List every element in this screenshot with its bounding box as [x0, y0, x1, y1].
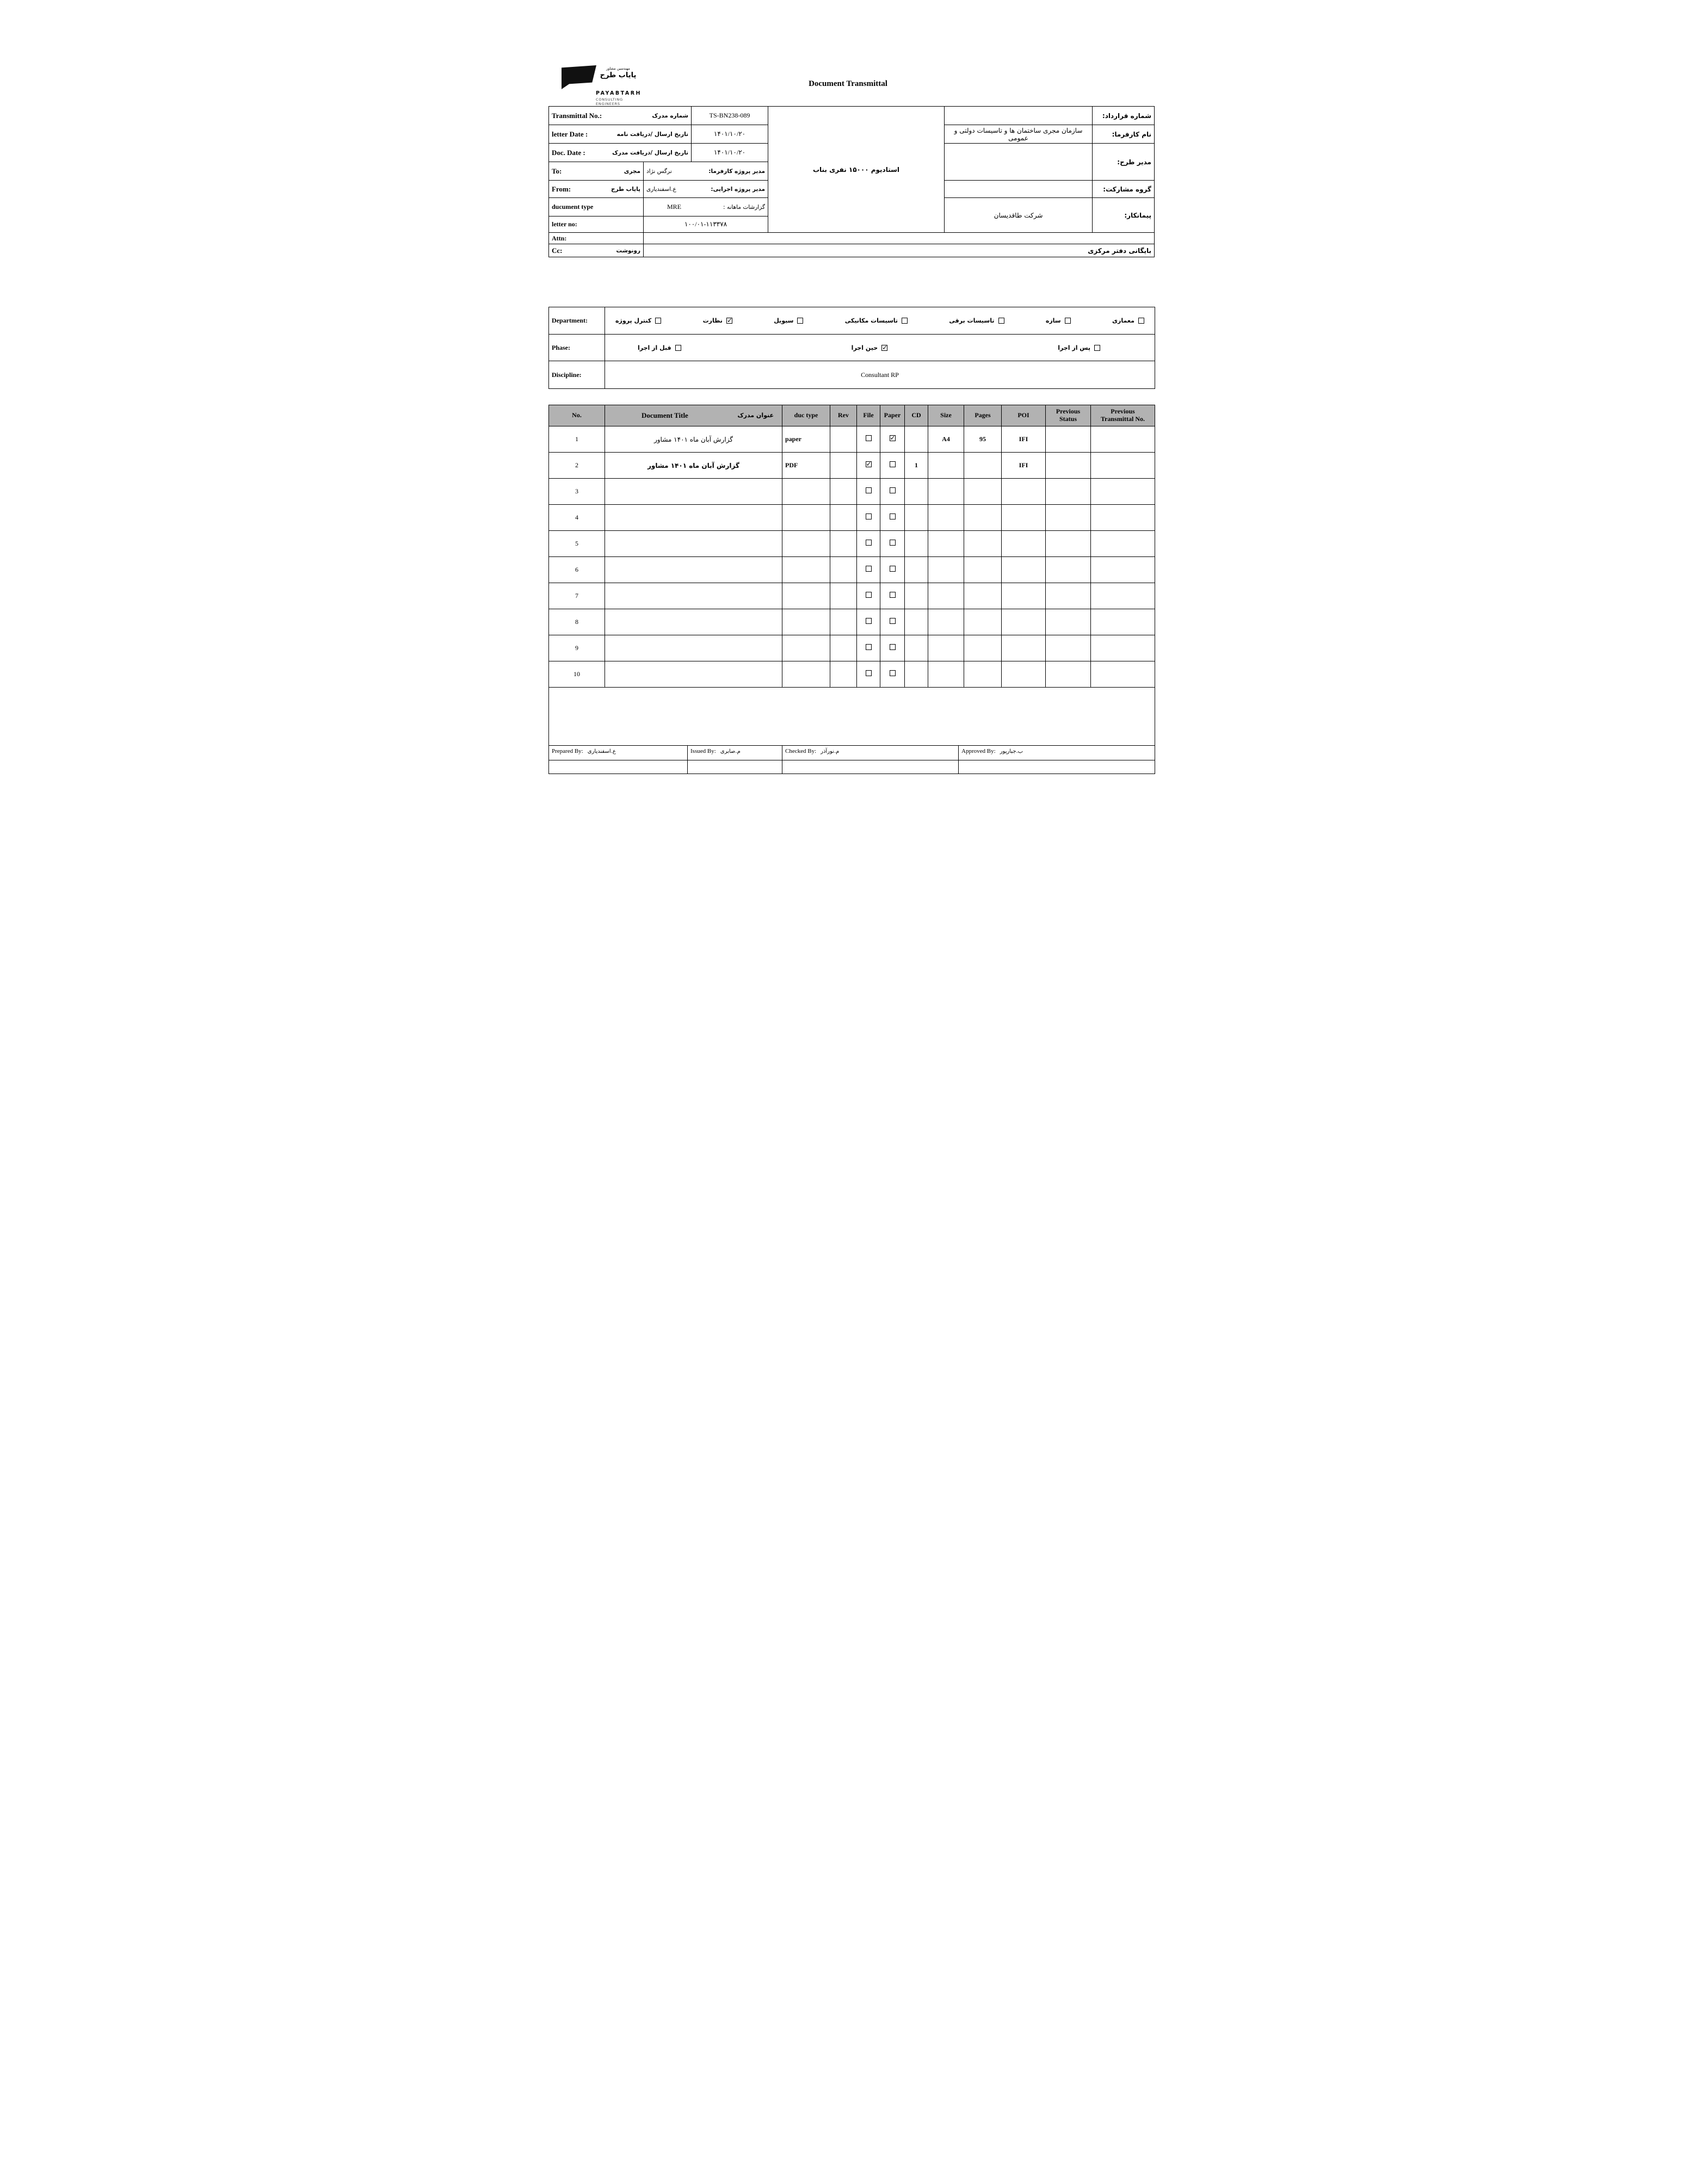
- doc-row-file-cell: [857, 609, 880, 635]
- doc-row-prev-status: [1046, 557, 1091, 583]
- doc-row-pages: [964, 479, 1002, 505]
- file-checkbox[interactable]: [866, 670, 872, 676]
- paper-checkbox[interactable]: [890, 540, 896, 546]
- transmittal-header-table: [548, 106, 1155, 257]
- doc-date-value: ۱۴۰۱/۱۰/۲۰: [692, 144, 768, 162]
- doc-row-poi: [1002, 635, 1046, 661]
- doc-row-rev: [830, 661, 857, 688]
- doc-row-size: [928, 583, 964, 609]
- doc-row-size: [928, 531, 964, 557]
- logo-fa-tagline: مهندسین مشاور: [606, 66, 630, 71]
- doc-table-row: [549, 609, 1155, 635]
- doc-row-size: [928, 479, 964, 505]
- letter-date-label-fa: تاریخ ارسال /دریافت نامه: [616, 131, 688, 138]
- doc-table-row: [549, 453, 1155, 479]
- exec-pm-cell: [644, 181, 768, 198]
- client-pm-label: مدیر پروژه کارفرما:: [708, 168, 765, 175]
- doc-row-title: گزارش آبان ماه ۱۴۰۱ مشاور: [605, 426, 782, 453]
- department-option: [1112, 317, 1144, 324]
- doc-row-rev: [830, 531, 857, 557]
- doc-row-size: [928, 661, 964, 688]
- letter-date-label: letter Date :: [552, 129, 588, 138]
- doc-row-duc-type: [782, 557, 830, 583]
- doc-row-duc-type: [782, 505, 830, 531]
- doc-row-rev: [830, 453, 857, 479]
- doc-row-prev-status: [1046, 609, 1091, 635]
- doc-row-prev-transmittal: [1091, 479, 1155, 505]
- discipline-label: Discipline:: [549, 361, 605, 389]
- doc-row-title: [605, 505, 782, 531]
- doc-row-duc-type: [782, 583, 830, 609]
- department-option: [1046, 317, 1071, 324]
- phase-checkbox[interactable]: [881, 345, 887, 351]
- paper-checkbox[interactable]: [890, 644, 896, 650]
- doc-row-poi: [1002, 479, 1046, 505]
- attn-label: Attn:: [549, 233, 644, 244]
- doc-row-prev-transmittal: [1091, 557, 1155, 583]
- attn-value: [644, 233, 1155, 244]
- transmittal-no-value: TS-BN238-089: [692, 107, 768, 125]
- partnership-value: [945, 181, 1093, 198]
- department-option-label: نظارت: [702, 317, 723, 324]
- doc-row-prev-status: [1046, 505, 1091, 531]
- col-header-title: [605, 405, 782, 426]
- doc-row-size: [928, 609, 964, 635]
- department-option: [703, 317, 732, 324]
- doc-row-file-cell: [857, 505, 880, 531]
- doc-row-duc-type: [782, 635, 830, 661]
- approved-by-value: ب.جبارپور: [1000, 748, 1023, 754]
- col-header-size: Size: [928, 405, 964, 426]
- document-type-value: MRE: [667, 203, 682, 211]
- doc-table-row: [549, 661, 1155, 688]
- doc-row-pages: 95: [964, 426, 1002, 453]
- col-header-title-fa: عنوان مدرک: [737, 411, 774, 419]
- exec-pm-label: مدیر پروژه اجرایی:: [711, 185, 765, 193]
- doc-row-paper-cell: [880, 505, 905, 531]
- col-header-rev: Rev: [830, 405, 857, 426]
- discipline-value: Consultant RP: [605, 361, 1155, 389]
- col-header-file: File: [857, 405, 880, 426]
- department-option: [774, 317, 803, 324]
- doc-row-file-cell: [857, 453, 880, 479]
- doc-row-file-cell: [857, 426, 880, 453]
- doc-row-duc-type: [782, 479, 830, 505]
- cc-label: Cc:: [552, 246, 563, 255]
- doc-row-file-cell: [857, 531, 880, 557]
- doc-row-no: 2: [549, 453, 605, 479]
- doc-row-prev-transmittal: [1091, 426, 1155, 453]
- doc-row-prev-status: [1046, 426, 1091, 453]
- doc-row-duc-type: PDF: [782, 453, 830, 479]
- approved-by-cell: [959, 746, 1155, 760]
- department-option: [615, 317, 661, 324]
- paper-checkbox[interactable]: [890, 435, 896, 441]
- paper-checkbox[interactable]: [890, 513, 896, 519]
- prepared-signature-area: [549, 760, 688, 774]
- doc-row-poi: [1002, 531, 1046, 557]
- doc-row-rev: [830, 505, 857, 531]
- doc-row-title: [605, 583, 782, 609]
- doc-table-row: [549, 426, 1155, 453]
- doc-row-poi: [1002, 661, 1046, 688]
- issued-by-label: Issued By:: [690, 748, 716, 754]
- doc-row-paper-cell: [880, 426, 905, 453]
- doc-row-paper-cell: [880, 661, 905, 688]
- doc-row-cd: [905, 609, 928, 635]
- doc-row-prev-transmittal: [1091, 453, 1155, 479]
- doc-row-file-cell: [857, 635, 880, 661]
- letter-no-value: ۱۰۰/۰۱-۱۱۳۳۷۸: [644, 216, 768, 233]
- file-checkbox[interactable]: [866, 435, 872, 441]
- doc-row-rev: [830, 609, 857, 635]
- doc-date-label-cell: [549, 144, 692, 162]
- phase-option: [638, 344, 681, 351]
- paper-checkbox[interactable]: [890, 670, 896, 676]
- department-checkbox[interactable]: [998, 318, 1004, 324]
- doc-row-size: [928, 557, 964, 583]
- phase-label: Phase:: [549, 335, 605, 361]
- doc-table-row: [549, 531, 1155, 557]
- doc-row-prev-status: [1046, 531, 1091, 557]
- doc-row-no: 7: [549, 583, 605, 609]
- col-header-title-en: Document Title: [642, 411, 688, 419]
- col-header-cd: CD: [905, 405, 928, 426]
- phase-option: [852, 344, 887, 351]
- department-label: Department:: [549, 307, 605, 335]
- doc-row-prev-transmittal: [1091, 531, 1155, 557]
- phase-option-label: پس از اجرا: [1058, 344, 1090, 351]
- classification-table: [548, 307, 1155, 389]
- to-value: مجری: [624, 168, 640, 175]
- doc-row-no: 9: [549, 635, 605, 661]
- issued-by-value: م.صابری: [720, 748, 741, 754]
- doc-row-cd: [905, 661, 928, 688]
- to-label-cell: [549, 162, 644, 181]
- file-checkbox[interactable]: [866, 592, 872, 598]
- doc-row-prev-transmittal: [1091, 583, 1155, 609]
- doc-row-file-cell: [857, 661, 880, 688]
- doc-row-cd: 1: [905, 453, 928, 479]
- department-option: [949, 317, 1004, 324]
- from-label-cell: [549, 181, 644, 198]
- doc-row-poi: [1002, 505, 1046, 531]
- doc-row-size: [928, 505, 964, 531]
- document-type-fa: گزارشات ماهانه :: [723, 203, 765, 211]
- doc-date-label-fa: تاریخ ارسال /دریافت مدرک: [612, 149, 688, 156]
- file-checkbox[interactable]: [866, 513, 872, 519]
- phase-options: [608, 344, 1152, 351]
- design-manager-value: [945, 144, 1093, 181]
- doc-row-pages: [964, 583, 1002, 609]
- doc-table-row: [549, 635, 1155, 661]
- client-name-value: سازمان مجری ساختمان ها و تاسیسات دولتی و عمومی: [945, 125, 1093, 144]
- exec-pm-value: ع.اسفندیاری: [646, 185, 676, 193]
- checked-by-value: م.نورآذر: [821, 748, 840, 754]
- checked-by-label: Checked By:: [785, 748, 817, 754]
- partnership-label: گروه مشارکت:: [1093, 181, 1155, 198]
- paper-checkbox[interactable]: [890, 461, 896, 467]
- department-checkbox[interactable]: [1138, 318, 1144, 324]
- file-checkbox[interactable]: [866, 461, 872, 467]
- document-type-cell: [644, 198, 768, 216]
- doc-row-paper-cell: [880, 583, 905, 609]
- department-option-label: معماری: [1112, 317, 1134, 324]
- department-options-cell: [605, 307, 1155, 335]
- doc-row-pages: [964, 453, 1002, 479]
- doc-row-rev: [830, 635, 857, 661]
- department-checkbox[interactable]: [655, 318, 661, 324]
- documents-table: [548, 405, 1155, 746]
- doc-row-duc-type: [782, 661, 830, 688]
- doc-row-paper-cell: [880, 635, 905, 661]
- doc-row-paper-cell: [880, 557, 905, 583]
- doc-row-poi: IFI: [1002, 453, 1046, 479]
- doc-row-title: گزارش آبان ماه ۱۴۰۱ مشاور: [605, 453, 782, 479]
- checked-by-cell: [782, 746, 959, 760]
- doc-row-cd: [905, 531, 928, 557]
- col-header-prev-transmittal: Previous Transmittal No.: [1091, 405, 1155, 426]
- transmittal-no-label: Transmittal No.:: [552, 111, 602, 120]
- doc-row-cd: [905, 426, 928, 453]
- prepared-by-cell: [549, 746, 688, 760]
- department-option-label: تاسیسات مکانیکی: [844, 317, 898, 324]
- doc-row-file-cell: [857, 583, 880, 609]
- phase-option-label: حین اجرا: [851, 344, 878, 351]
- paper-checkbox[interactable]: [890, 592, 896, 598]
- from-value: پایاب طرح: [611, 185, 640, 193]
- doc-row-duc-type: [782, 531, 830, 557]
- doc-row-cd: [905, 583, 928, 609]
- file-checkbox[interactable]: [866, 540, 872, 546]
- cc-value: بایگانی دفتر مرکزی: [644, 244, 1155, 257]
- doc-row-cd: [905, 479, 928, 505]
- doc-row-prev-status: [1046, 583, 1091, 609]
- doc-row-pages: [964, 557, 1002, 583]
- transmittal-no-label-cell: [549, 107, 692, 125]
- doc-row-rev: [830, 479, 857, 505]
- from-label: From:: [552, 184, 571, 193]
- approved-signature-area: [959, 760, 1155, 774]
- doc-row-size: [928, 453, 964, 479]
- department-checkbox[interactable]: [1065, 318, 1071, 324]
- doc-row-pages: [964, 531, 1002, 557]
- doc-row-poi: [1002, 583, 1046, 609]
- cc-label-cell: [549, 244, 644, 257]
- col-header-prev-status: Previous Status: [1046, 405, 1091, 426]
- department-option-label: کنترل پروژه: [615, 317, 652, 324]
- doc-table-row: [549, 505, 1155, 531]
- doc-row-paper-cell: [880, 609, 905, 635]
- department-option-label: تاسیسات برقی: [949, 317, 995, 324]
- remarks-empty-row: [549, 688, 1155, 746]
- doc-row-poi: [1002, 557, 1046, 583]
- doc-row-rev: [830, 583, 857, 609]
- phase-option-label: قبل از اجرا: [638, 344, 671, 351]
- doc-row-paper-cell: [880, 453, 905, 479]
- paper-checkbox[interactable]: [890, 487, 896, 493]
- doc-row-file-cell: [857, 479, 880, 505]
- department-option-label: سازه: [1045, 317, 1061, 324]
- contract-no-value: [945, 107, 1093, 125]
- doc-row-title: [605, 479, 782, 505]
- col-header-pages: Pages: [964, 405, 1002, 426]
- client-name-label: نام کارفرما:: [1093, 125, 1155, 144]
- doc-row-prev-transmittal: [1091, 505, 1155, 531]
- doc-row-prev-status: [1046, 453, 1091, 479]
- prepared-by-label: Prepared By:: [552, 748, 583, 754]
- doc-row-prev-status: [1046, 635, 1091, 661]
- doc-row-no: 4: [549, 505, 605, 531]
- doc-row-title: [605, 557, 782, 583]
- paper-checkbox[interactable]: [890, 618, 896, 624]
- phase-options-cell: [605, 335, 1155, 361]
- doc-row-paper-cell: [880, 531, 905, 557]
- client-pm-cell: [644, 162, 768, 181]
- doc-row-rev: [830, 557, 857, 583]
- doc-row-file-cell: [857, 557, 880, 583]
- col-header-paper: Paper: [880, 405, 905, 426]
- doc-row-no: 6: [549, 557, 605, 583]
- doc-row-title: [605, 531, 782, 557]
- issued-by-cell: [688, 746, 782, 760]
- doc-table-body: [549, 426, 1155, 688]
- doc-row-no: 3: [549, 479, 605, 505]
- phase-checkbox[interactable]: [675, 345, 681, 351]
- doc-table-row: [549, 557, 1155, 583]
- doc-row-size: [928, 635, 964, 661]
- department-options: [608, 317, 1152, 324]
- doc-row-pages: [964, 609, 1002, 635]
- logo-fa-name: پایاب طرح: [600, 71, 637, 79]
- doc-date-label: Doc. Date :: [552, 148, 585, 157]
- doc-row-no: 1: [549, 426, 605, 453]
- doc-row-poi: IFI: [1002, 426, 1046, 453]
- doc-row-paper-cell: [880, 479, 905, 505]
- doc-row-pages: [964, 635, 1002, 661]
- doc-row-size: A4: [928, 426, 964, 453]
- doc-row-prev-transmittal: [1091, 661, 1155, 688]
- doc-row-cd: [905, 557, 928, 583]
- doc-row-cd: [905, 635, 928, 661]
- document-transmittal-page: [530, 0, 1166, 819]
- transmittal-no-label-fa: شماره مدرک: [652, 112, 688, 119]
- department-checkbox[interactable]: [726, 318, 732, 324]
- doc-table-row: [549, 583, 1155, 609]
- letter-date-value: ۱۴۰۱/۱۰/۲۰: [692, 125, 768, 144]
- contract-no-label: شماره قرارداد:: [1093, 107, 1155, 125]
- doc-row-duc-type: paper: [782, 426, 830, 453]
- doc-row-title: [605, 609, 782, 635]
- col-header-poi: POI: [1002, 405, 1046, 426]
- issued-signature-area: [688, 760, 782, 774]
- doc-row-prev-transmittal: [1091, 635, 1155, 661]
- doc-row-prev-transmittal: [1091, 609, 1155, 635]
- project-name: استادیوم ۱۵۰۰۰ نفری بناب: [768, 107, 945, 233]
- department-option: [845, 317, 908, 324]
- doc-row-prev-status: [1046, 661, 1091, 688]
- phase-option: [1058, 344, 1100, 351]
- department-checkbox[interactable]: [797, 318, 803, 324]
- doc-row-pages: [964, 661, 1002, 688]
- col-header-duc-type: duc type: [782, 405, 830, 426]
- doc-table-row: [549, 479, 1155, 505]
- doc-row-no: 8: [549, 609, 605, 635]
- letter-no-label: letter no:: [549, 216, 644, 233]
- doc-row-poi: [1002, 609, 1046, 635]
- department-option-label: سیویل: [774, 317, 794, 324]
- doc-row-duc-type: [782, 609, 830, 635]
- cc-label-fa: رونوشت: [616, 247, 640, 254]
- doc-row-no: 5: [549, 531, 605, 557]
- doc-row-cd: [905, 505, 928, 531]
- logo-en-subtitle: CONSULTING ENGINEERS: [596, 97, 623, 106]
- doc-row-title: [605, 661, 782, 688]
- file-checkbox[interactable]: [866, 644, 872, 650]
- logo-en-name: PAYABTARH: [596, 90, 642, 96]
- client-pm-value: نرگس نژاد: [646, 168, 672, 175]
- phase-checkbox[interactable]: [1094, 345, 1100, 351]
- doc-row-title: [605, 635, 782, 661]
- doc-row-pages: [964, 505, 1002, 531]
- file-checkbox[interactable]: [866, 566, 872, 572]
- file-checkbox[interactable]: [866, 487, 872, 493]
- col-header-no: No.: [549, 405, 605, 426]
- paper-checkbox[interactable]: [890, 566, 896, 572]
- doc-row-rev: [830, 426, 857, 453]
- contractor-label: پیمانکار:: [1093, 198, 1155, 233]
- to-label: To:: [552, 166, 562, 175]
- document-type-label: ducument type: [549, 198, 644, 216]
- letter-date-label-cell: [549, 125, 692, 144]
- checked-signature-area: [782, 760, 959, 774]
- remarks-empty-cell: [549, 688, 1155, 746]
- doc-row-no: 10: [549, 661, 605, 688]
- page-title: Document Transmittal: [809, 79, 887, 88]
- signature-table: [548, 745, 1155, 774]
- approved-by-label: Approved By:: [961, 748, 996, 754]
- design-manager-label: مدیر طرح:: [1093, 144, 1155, 181]
- department-checkbox[interactable]: [902, 318, 908, 324]
- contractor-value: شرکت طاقدیسان: [945, 198, 1093, 233]
- file-checkbox[interactable]: [866, 618, 872, 624]
- prepared-by-value: ع.اسفندیاری: [587, 748, 616, 754]
- doc-row-prev-status: [1046, 479, 1091, 505]
